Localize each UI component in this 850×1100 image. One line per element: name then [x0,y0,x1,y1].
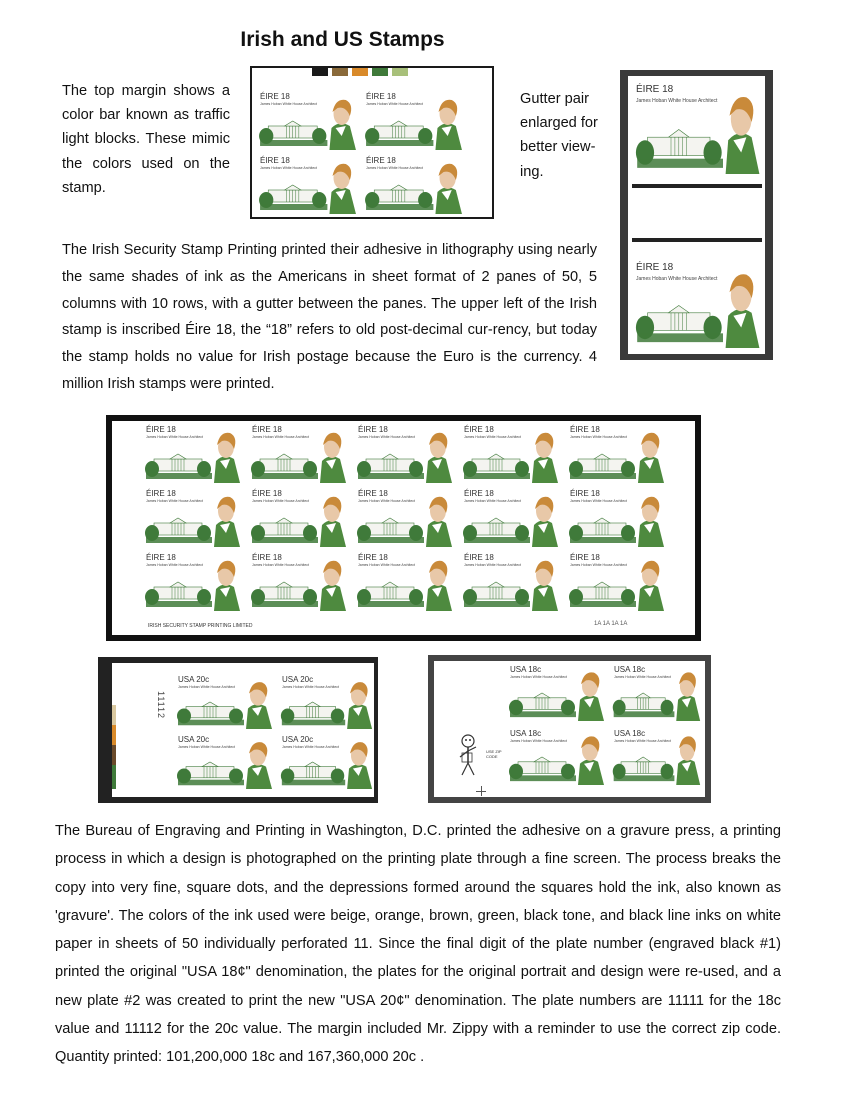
stamp-denomination: USA 18c [510,665,542,674]
stamp-caption: James Hoban White House Architect [614,675,671,679]
stamp-denomination: ÉIRE 18 [464,553,494,562]
stamp-caption: James Hoban White House Architect [252,435,309,439]
stamp-caption: James Hoban White House Architect [358,435,415,439]
stamp-caption: James Hoban White House Architect [366,102,423,106]
stamp-caption: James Hoban White House Architect [146,499,203,503]
stamp-denomination: ÉIRE 18 [252,425,282,434]
stamp-denomination: ÉIRE 18 [570,553,600,562]
irish-stamp-image [632,260,762,348]
stamp-caption: James Hoban White House Architect [614,739,671,743]
stamp-denomination: USA 20c [178,675,210,684]
us-stamp-image [610,663,702,721]
stamp-caption: James Hoban White House Architect [146,563,203,567]
paragraph-gutter-pair: Gutter pair enlarged for better view-ing. [520,91,598,180]
irish-stamp-image [566,551,666,611]
irish-stamp-image [142,551,242,611]
stamp-caption: James Hoban White House Architect [464,435,521,439]
usa-plate-number: 11112 [156,691,166,720]
us-stamp-image [610,727,702,785]
stamp-caption: James Hoban White House Architect [636,98,718,104]
stamp-denomination: ÉIRE 18 [464,425,494,434]
stamp-caption: James Hoban White House Architect [260,166,317,170]
stamp-caption: James Hoban White House Architect [510,739,567,743]
stamp-denomination: ÉIRE 18 [636,262,674,273]
stamp-denomination: USA 20c [178,735,210,744]
irish-stamp-image [362,90,464,150]
stamp-caption: James Hoban White House Architect [636,276,718,282]
us-stamp-image [506,663,606,721]
stamp-caption: James Hoban White House Architect [570,499,627,503]
paragraph-top-margin: The top margin shows a color bar known as traffic light blocks. These mimic the colors used on the stamp. [62,83,230,196]
irish-block-of-four-image [250,66,494,219]
stamp-caption: James Hoban White House Architect [260,102,317,106]
gutter-line-bottom [632,238,762,242]
irish-plate-code: 1A 1A 1A 1A [594,621,628,627]
stamp-caption: James Hoban White House Architect [252,563,309,567]
stamp-denomination: ÉIRE 18 [636,84,674,95]
stamp-denomination: ÉIRE 18 [358,489,388,498]
stamp-caption: James Hoban White House Architect [464,563,521,567]
irish-stamp-image [566,423,666,483]
irish-stamp-image [632,82,762,174]
stamp-caption: James Hoban White House Architect [366,166,423,170]
irish-stamp-image [566,487,666,547]
us-stamp-image [506,727,606,785]
stamp-denomination: ÉIRE 18 [260,156,290,165]
stamp-denomination: ÉIRE 18 [358,425,388,434]
gutter-line-top [632,184,762,188]
stamp-caption: James Hoban White House Architect [570,435,627,439]
irish-stamp-image [354,487,454,547]
irish-stamp-image [256,90,358,150]
stamp-denomination: ÉIRE 18 [464,489,494,498]
us-stamp-image [278,673,374,729]
irish-stamp-image [354,423,454,483]
stamp-denomination: ÉIRE 18 [146,425,176,434]
usa-color-bar [112,705,116,789]
mr-zippy-icon [458,733,484,779]
us-stamp-image [174,673,274,729]
stamp-caption: James Hoban White House Architect [282,685,339,689]
stamp-denomination: ÉIRE 18 [570,425,600,434]
irish-stamp-image [362,154,464,214]
stamp-caption: James Hoban White House Architect [510,675,567,679]
irish-stamp-image [460,423,560,483]
stamp-caption: James Hoban White House Architect [282,745,339,749]
us-stamp-image [278,733,374,789]
stamp-denomination: ÉIRE 18 [146,489,176,498]
gutter-pair-image [620,70,773,360]
stamp-caption: James Hoban White House Architect [358,563,415,567]
stamp-denomination: ÉIRE 18 [366,92,396,101]
irish-stamp-image [248,487,348,547]
irish-imprint-text: IRISH SECURITY STAMP PRINTING LIMITED [148,623,253,629]
paragraph-irish-printing: The Irish Security Stamp Printing printed their adhesive in lithography using nearly the same shades of ink as the Americans in sheet format of 2 panes of 50, 5 columns with 10 rows, with a gutter between the panes. The upper left of the Irish stamp is inscribed Éire 18, the “18” refers to old post-decimal cur-rency, but today the stamp holds no value for Irish postage because the Euro is the currency. 4 million Irish stamps were printed. [62,242,597,392]
stamp-denomination: ÉIRE 18 [358,553,388,562]
stamp-denomination: ÉIRE 18 [366,156,396,165]
stamp-denomination: ÉIRE 18 [252,489,282,498]
irish-stamp-image [248,423,348,483]
us-stamp-image [174,733,274,789]
irish-stamp-image [248,551,348,611]
stamp-caption: James Hoban White House Architect [146,435,203,439]
stamp-caption: James Hoban White House Architect [178,745,235,749]
stamp-caption: James Hoban White House Architect [570,563,627,567]
irish-stamp-image [354,551,454,611]
zip-reminder-text: USE ZIP CODE [486,749,502,759]
paragraph-us-printing: The Bureau of Engraving and Printing in Washington, D.C. printed the adhesive on a gravure press, a printing process in which a design is photographed on the printing plate through a fine screen. The process breaks the copy into very fine, square dots, and the depressions formed around the squares hold the ink, also known as 'gravure'. The colors of the ink used were beige, orange, brown, green, black tone, and black line inks on white paper in sheets of 50 individually perforated 11. Since the final digit of the plate number (engraved black #1) printed the original "USA 18¢" denomination, the plates for the original portrait and design were re-used, and a new plate #2 was created to print the new "USA 20¢" denomination. The plate numbers are 11111 for the 18c value and 11112 for the 20c value. The margin included Mr. Zippy with a reminder to use the correct zip code. Quantity printed: 101,200,000 18c and 167,360,000 20c . [55,823,781,1066]
irish-stamp-image [460,551,560,611]
irish-stamp-image [142,423,242,483]
stamp-denomination: ÉIRE 18 [252,553,282,562]
stamp-denomination: USA 20c [282,675,314,684]
stamp-caption: James Hoban White House Architect [252,499,309,503]
stamp-caption: James Hoban White House Architect [178,685,235,689]
stamp-caption: James Hoban White House Architect [358,499,415,503]
stamp-denomination: USA 18c [510,729,542,738]
irish-block-of-fifteen-image [106,415,701,641]
stamp-denomination: ÉIRE 18 [260,92,290,101]
usa-18c-zip-block-image [428,655,711,803]
stamp-denomination: USA 18c [614,665,646,674]
stamp-caption: James Hoban White House Architect [464,499,521,503]
stamp-denomination: USA 20c [282,735,314,744]
usa-20c-plate-block-image [98,657,378,803]
irish-stamp-image [460,487,560,547]
irish-stamp-image [142,487,242,547]
stamp-denomination: ÉIRE 18 [146,553,176,562]
irish-stamp-image [256,154,358,214]
stamp-denomination: USA 18c [614,729,646,738]
page-title: Irish and US Stamps [240,28,445,51]
stamp-denomination: ÉIRE 18 [570,489,600,498]
traffic-light-blocks [310,68,420,76]
